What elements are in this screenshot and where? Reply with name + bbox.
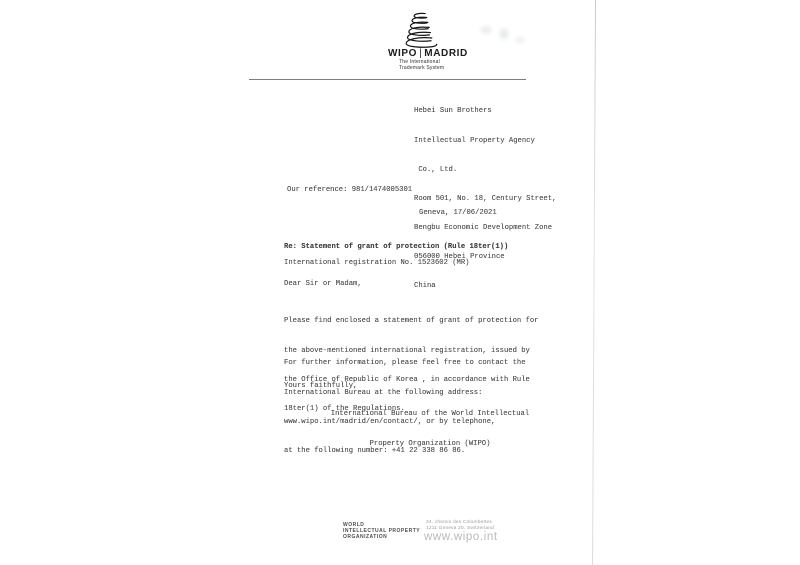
body-line: at the following number: +41 22 338 86 86.	[284, 446, 466, 455]
body-line: 18ter(1) of the Regulations.	[284, 404, 405, 413]
body-line: the Office of Republic of Korea , in accordance with Rule	[284, 375, 530, 384]
recipient-line: Co., Ltd.	[414, 165, 458, 174]
recipient-line: Intellectual Property Agency	[414, 136, 535, 145]
letterhead-brand	[388, 48, 468, 59]
footer-org-line-2: INTELLECTUAL PROPERTY	[343, 528, 421, 534]
footer-address-line-2: 1211 Geneva 20, Switzerland	[426, 525, 494, 531]
recipient-address-block	[414, 88, 556, 311]
footer-address-line-1: 34, chemin des Colombettes	[426, 520, 492, 525]
signature-block	[300, 391, 560, 469]
body-line: For further information, please feel free to contact the	[284, 359, 526, 368]
body-line: Please find enclosed a statement of grant of protection for	[284, 317, 539, 326]
scan-edge-line	[592, 0, 596, 565]
reference-line: Our reference: 981/1474005301	[287, 186, 413, 194]
tagline-line-2: Trademark System	[399, 64, 445, 71]
recipient-line: 056000 Hebei Province	[414, 252, 505, 261]
recipient-line: Hebei Sun Brothers	[414, 107, 492, 116]
brand-madrid: MADRID	[424, 48, 468, 59]
closing-line: Yours faithfully,	[284, 382, 358, 390]
signature-line-1: International Bureau of the World Intellectual	[330, 410, 530, 419]
footer-org-block	[343, 522, 420, 540]
signature-line-2: Property Organization (WIPO)	[369, 439, 491, 448]
recipient-line: Room 501, No. 18, Century Street,	[414, 194, 557, 203]
body-line: International Bureau at the following address:	[284, 388, 483, 397]
salutation: Dear Sir or Madam,	[284, 280, 362, 288]
subject-line: Re: Statement of grant of protection (Rule 18ter(1))	[284, 243, 509, 251]
dateline: Geneva, 17/06/2021	[419, 209, 497, 217]
header-divider-rule	[249, 79, 526, 80]
recipient-line: China	[414, 282, 436, 291]
footer-org-line-3: ORGANIZATION	[343, 534, 388, 540]
registration-line: International registration No. 1523602 (MR)	[284, 259, 470, 267]
brand-wipo: WIPO	[388, 48, 418, 59]
brand-separator: |	[419, 48, 423, 59]
footer-org-line-1: WORLD	[343, 522, 365, 528]
body-line: www.wipo.int/madrid/en/contact/, or by telephone,	[284, 417, 496, 426]
tagline-line-1: The International	[399, 59, 440, 65]
wipo-swirl-logo-icon	[403, 12, 439, 50]
body-line: the above-mentioned international registration, issued by	[284, 346, 530, 355]
scan-smudge	[468, 14, 538, 54]
footer-website: www.wipo.int	[424, 531, 498, 543]
recipient-line: Bengbu Economic Development Zone	[414, 223, 553, 232]
letterhead-tagline	[399, 60, 444, 72]
